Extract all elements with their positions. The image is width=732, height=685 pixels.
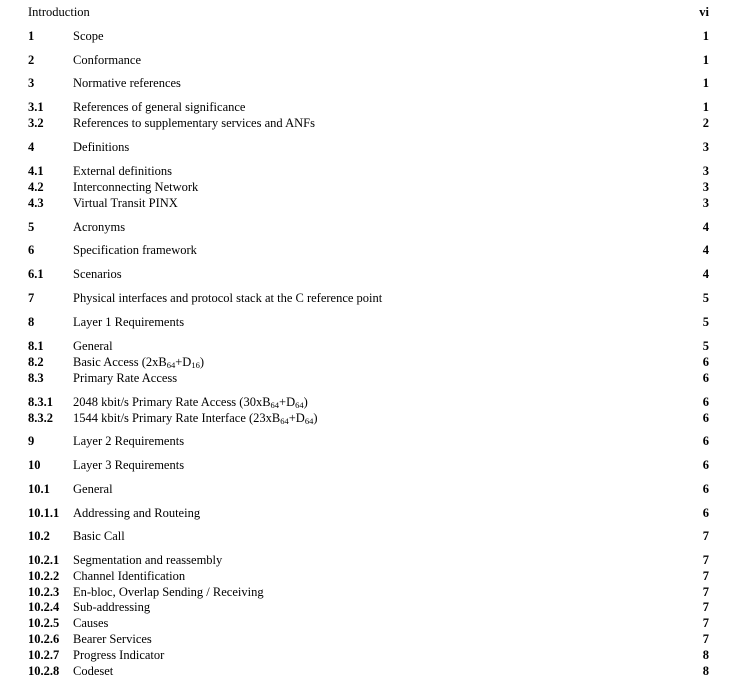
toc-entry[interactable]: [0, 115, 732, 131]
toc-entry-title: Basic Access $(2xB_{64}+D_{16})$: [73, 355, 204, 370]
toc-entry[interactable]: [0, 290, 732, 306]
toc-entry-number: 4: [28, 140, 35, 154]
toc-entry-number: 8.3.2: [28, 411, 53, 425]
toc-entry-page: 3: [702, 164, 709, 178]
toc-entry-page: 6: [702, 506, 709, 520]
toc-entry-title: Bearer Services: [73, 632, 152, 646]
toc-entry-page: vi: [699, 5, 709, 19]
toc-entry-title: Layer 3 Requirements: [73, 458, 185, 472]
toc-entry-page: 7: [702, 553, 709, 567]
toc-entry[interactable]: [0, 314, 732, 330]
toc-entry-number: 8.1: [28, 339, 44, 353]
toc-entry-page: 8: [702, 648, 709, 662]
toc-entry-page: 5: [702, 339, 709, 353]
toc-entry-introduction[interactable]: [0, 4, 732, 20]
toc-entry-number: 4.1: [28, 164, 44, 178]
toc-entry-page: 4: [702, 220, 709, 234]
toc-entry-page: 7: [702, 632, 709, 646]
toc-entry[interactable]: [0, 615, 732, 631]
toc-entry-title: Physical interfaces and protocol stack at the C reference point: [73, 291, 383, 305]
toc-entry-number: 8.3.1: [28, 395, 53, 409]
toc-entry-title: Basic Call: [73, 529, 125, 543]
toc-entry-title: Layer 2 Requirements: [73, 434, 185, 448]
toc-entry[interactable]: [0, 663, 732, 679]
toc-entry[interactable]: [0, 370, 732, 386]
toc-entry-page: 6: [702, 355, 709, 369]
toc-entry-page: 2: [702, 116, 709, 130]
toc-entry-number: 4.3: [28, 196, 44, 210]
toc-entry-page: 6: [702, 482, 709, 496]
toc-entry-page: 7: [702, 585, 709, 599]
toc-entry[interactable]: [0, 354, 732, 370]
toc-entry-page: 6: [702, 371, 709, 385]
toc-entry-page: 7: [702, 616, 709, 630]
toc-entry-page: 5: [702, 291, 709, 305]
toc-entry-title: References of general significance: [73, 100, 246, 114]
toc-entry[interactable]: [0, 75, 732, 91]
toc-entry-number: 2: [28, 53, 35, 67]
toc-entry-number: 8.3: [28, 371, 44, 385]
toc-entry-title: 1544 kbit/s Primary Rate Interface $(23xB_{64}+D_{64})$: [73, 411, 318, 426]
toc-entry-page: 6: [702, 395, 709, 409]
toc-entry-page: 7: [702, 529, 709, 543]
toc-entry-title: Addressing and Routeing: [73, 506, 201, 520]
toc-entry-page: 1: [702, 100, 709, 114]
toc-entry[interactable]: [0, 481, 732, 497]
toc-entry-number: 6.1: [28, 267, 44, 281]
toc-entry-number: 10.2.3: [28, 585, 60, 599]
toc-entry-title: Scenarios: [73, 267, 122, 281]
toc-entry-title: General: [73, 482, 113, 496]
toc-entry-title: Codeset: [73, 664, 114, 678]
toc-entry-title: References to supplementary services and ANFs: [73, 116, 315, 130]
toc-entry-page: 3: [702, 196, 709, 210]
toc-entry[interactable]: [0, 266, 732, 282]
toc-entry-title: Scope: [73, 29, 104, 43]
toc-entry-title: 2048 kbit/s Primary Rate Access $(30xB_{64}+D_{64})$: [73, 395, 308, 410]
toc-entry-number: 10.2.2: [28, 569, 60, 583]
toc-entry[interactable]: [0, 433, 732, 449]
toc-entry-title: Layer 1 Requirements: [73, 315, 185, 329]
toc-entry[interactable]: [0, 528, 732, 544]
toc-entry-page: 6: [702, 411, 709, 425]
toc-entry-number: 4.2: [28, 180, 44, 194]
toc-entry-title: En-bloc, Overlap Sending / Receiving: [73, 585, 264, 599]
toc-entry-number: 9: [28, 434, 35, 448]
toc-entry-number: 6: [28, 243, 35, 257]
toc-entry-title: Channel Identification: [73, 569, 186, 583]
toc-entry-page: 3: [702, 140, 709, 154]
toc-entry[interactable]: [0, 338, 732, 354]
toc-entry-number: 10.2.6: [28, 632, 60, 646]
toc-entry-title: Progress Indicator: [73, 648, 165, 662]
toc-entry[interactable]: [0, 410, 732, 426]
toc-entry-title: Specification framework: [73, 243, 197, 257]
toc-entry-title: Sub-addressing: [73, 600, 151, 614]
toc-entry-title: Definitions: [73, 140, 130, 154]
toc-entry[interactable]: [0, 599, 732, 615]
toc-entry-page: 6: [702, 434, 709, 448]
toc-entry[interactable]: [0, 52, 732, 68]
toc-entry-page: 4: [702, 267, 709, 281]
toc-entry-page: 1: [702, 53, 709, 67]
toc-entry-title: Conformance: [73, 53, 142, 67]
toc-entry-number: 3.1: [28, 100, 44, 114]
toc-entry[interactable]: [0, 242, 732, 258]
toc-entry[interactable]: [0, 394, 732, 410]
toc-entry-title: General: [73, 339, 113, 353]
toc-entry-title: Causes: [73, 616, 109, 630]
toc-entry[interactable]: [0, 552, 732, 568]
toc-entry-number: 3: [28, 76, 35, 90]
toc-entry[interactable]: [0, 139, 732, 155]
toc-entry[interactable]: [0, 195, 732, 211]
toc-entry-number: 3.2: [28, 116, 44, 130]
toc-entry-page: 6: [702, 458, 709, 472]
toc-entry-number: 8.2: [28, 355, 44, 369]
toc-entry-page: 8: [702, 664, 709, 678]
toc-entry-title: Normative references: [73, 76, 181, 90]
toc-entry-page: 7: [702, 569, 709, 583]
toc-entry-number: 8: [28, 315, 35, 329]
toc-entry[interactable]: [0, 647, 732, 663]
toc-entry-number: 10.2.7: [28, 648, 60, 662]
toc-entry-number: 10.2.1: [28, 553, 60, 567]
toc-entry-page: 7: [702, 600, 709, 614]
toc-entry-title: Virtual Transit PINX: [73, 196, 178, 210]
toc-entry[interactable]: [0, 505, 732, 521]
toc-entry-title: Acronyms: [73, 220, 126, 234]
toc-entry[interactable]: [0, 163, 732, 179]
toc-entry-number: 10.2.8: [28, 664, 60, 678]
toc-entry[interactable]: [0, 219, 732, 235]
toc-entry-page: 3: [702, 180, 709, 194]
toc-entry-page: 1: [702, 29, 709, 43]
toc-entry-title: External definitions: [73, 164, 172, 178]
toc-entry-page: 5: [702, 315, 709, 329]
toc-entry-number: 10.1: [28, 482, 50, 496]
toc-entry-number: 1: [28, 29, 35, 43]
toc-entry-number: 10: [28, 458, 41, 472]
toc-entry-number: 7: [28, 291, 35, 305]
toc-entry[interactable]: [0, 584, 732, 600]
toc-entry-number: 10.2.4: [28, 600, 60, 614]
toc-entry-title: Primary Rate Access: [73, 371, 178, 385]
toc-entry[interactable]: [0, 99, 732, 115]
toc-entry-page: 4: [702, 243, 709, 257]
toc-entry-number: 5: [28, 220, 35, 234]
toc-entry[interactable]: [0, 457, 732, 473]
toc-entry[interactable]: [0, 568, 732, 584]
toc-entry[interactable]: [0, 179, 732, 195]
toc-entry-number: 10.1.1: [28, 506, 60, 520]
toc-entry-title: Introduction: [28, 5, 90, 19]
toc-entry-page: 1: [702, 76, 709, 90]
toc-entry-title: Interconnecting Network: [73, 180, 199, 194]
toc-entry[interactable]: [0, 631, 732, 647]
toc-entry[interactable]: [0, 28, 732, 44]
toc-entry-number: 10.2: [28, 529, 50, 543]
toc-entry-number: 10.2.5: [28, 616, 60, 630]
toc-entry-title: Segmentation and reassembly: [73, 553, 223, 567]
